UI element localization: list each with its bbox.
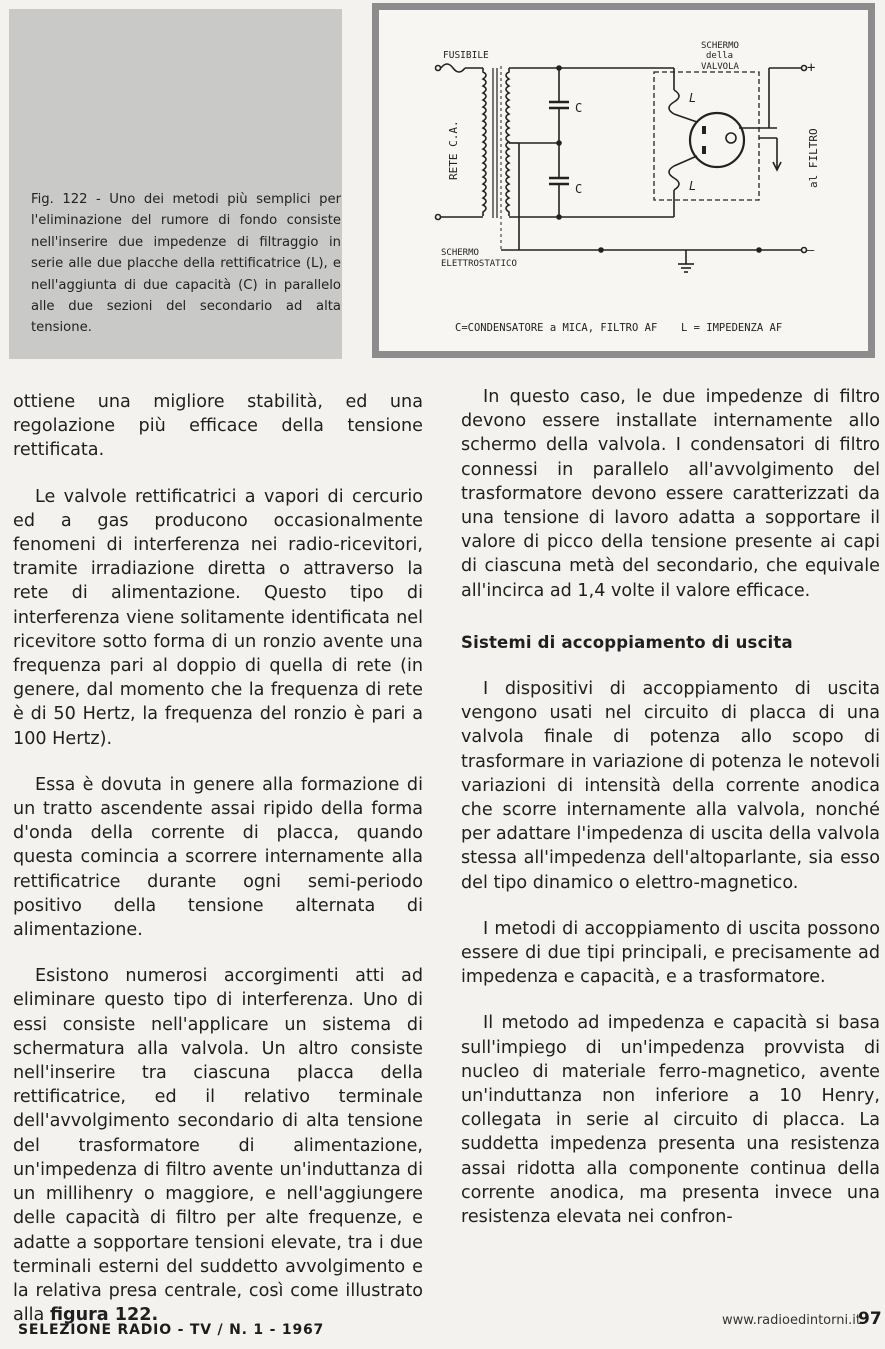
es-shield-label-1: SCHERMO — [441, 248, 479, 258]
figure-caption: Fig. 122 - Uno dei metodi più semplici per l'eliminazione del rumore di fondo consiste nell'inserire due impedenze di filtraggio in serie alle due placche della rettificatrice (L), e nell'aggiunta di due capacità (C) in parallelo alle due sezioni del secondario ad alta tensione. — [31, 192, 341, 336]
inductor-label-bottom: L — [689, 179, 697, 193]
secondary-winding — [506, 68, 509, 216]
fuse-label: FUSIBILE — [443, 50, 489, 61]
shield-label-3: VALVOLA — [701, 62, 739, 72]
right-paragraph-3: I metodi di accoppiamento di uscita possono essere di due tipi principali, e precisamente ad impedenza e capacità, e a trasformatore. — [461, 918, 880, 988]
shield-label-1: SCHERMO — [701, 41, 739, 51]
figure-reference: figura 122. — [49, 1305, 159, 1326]
primary-winding — [483, 68, 486, 216]
inductor-label-top: L — [689, 91, 697, 105]
left-paragraph-1: ottiene una migliore stabilità, ed una regolazione più efficace della tensione rettificata. — [13, 392, 423, 461]
right-column — [461, 385, 880, 1251]
page-number: 97 — [858, 1309, 882, 1329]
left-column — [13, 390, 423, 1349]
right-paragraph-4: Il metodo ad impedenza e capacità si basa sull'impiego di un'impedenza provvista di nucleo di materiale ferro-magnetico, avente un'induttanza non inferiore a 10 Henry, collegata in serie al circuito di placca. La suddetta impedenza presenta una resistenza assai ridotta alla componente continua della corrente anodica, ma presenta invece una resistenza elevata nei confron- — [461, 1013, 880, 1228]
caption-panel — [9, 9, 342, 359]
input-terminal-bottom — [436, 215, 441, 220]
input-terminal-top — [436, 66, 441, 71]
fuse-symbol — [441, 64, 465, 72]
legend-inductor: L = IMPEDENZA AF — [681, 322, 783, 334]
legend-capacitor: C=CONDENSATORE a MICA, FILTRO AF — [455, 322, 658, 334]
cap-label-top: C — [575, 101, 583, 115]
right-paragraph-1: In questo caso, le due impedenze di filtro devono essere installate internamente allo schermo della valvola. I condensatori di filtro connessi in parallelo all'avvolgimento del trasformatore devono essere caratterizzati da una tensione di lavoro adatta a sopportare il valore di picco della tensione presente ai capi di ciascuna metà del secondario, che equivale all'incirca ad 1,4 volte il valore efficace. — [461, 387, 880, 601]
minus-sign: — — [807, 243, 815, 257]
cap-label-bottom: C — [575, 182, 583, 196]
left-paragraph-3: Essa è dovuta in genere alla formazione di un tratto ascendente assai ripido della forma d'onda della corrente di placca, quando questa comincia a scorrere internamente alla rettificatrice durante ogni semi-periodo positivo della tensione alternata di alimentazione. — [13, 774, 423, 941]
left-paragraph-2: Le valvole rettificatrici a vapori di cercurio ed a gas producono occasionalmente fenomeni di interferenza nei radio-ricevitori, tramite irradiazione diretta o attraverso la rete di alimentazione. Questo tipo di interferenza viene solitamente identificata nel ricevitore sotto forma di un ronzio avente una frequenza pari al doppio di quella di rete (in genere, dal momento che la frequenza di rete è di 50 Hertz, la frequenza del ronzio è pari a 100 Hertz). — [13, 486, 423, 749]
circuit-diagram — [379, 10, 868, 351]
left-paragraph-4 — [13, 964, 423, 1327]
inductor-bottom — [669, 166, 679, 190]
journal-footer: SELEZIONE RADIO - TV / N. 1 - 1967 — [18, 1322, 325, 1338]
watermark-url: www.radioedintorni.it — [722, 1313, 861, 1328]
section-heading: Sistemi di accoppiamento di uscita — [461, 632, 793, 652]
inductor-top — [669, 90, 679, 114]
filter-label: al FILTRO — [807, 128, 820, 188]
shield-label-2: della — [706, 51, 734, 61]
plus-sign: + — [807, 60, 816, 76]
es-shield-label-2: ELETTROSTATICO — [441, 259, 517, 269]
right-paragraph-2: I dispositivi di accoppiamento di uscita vengono usati nel circuito di placca di una valvola finale di potenza allo scopo di trasformare in variazione di potenza le notevoli variazioni di intensità della corrente anodica che scorre internamente alla valvola, nonché per adattare l'impedenza di uscita della valvola stessa all'impedenza dell'altoparlante, sia esso del tipo dinamico o elettro-magnetico. — [461, 679, 880, 893]
circuit-figure — [372, 3, 875, 358]
mains-label: RETE C.A. — [447, 120, 460, 180]
left-paragraph-4-text: Esistono numerosi accorgimenti atti ad eliminare questo tipo di interferenza. Uno di essi consiste nell'applicare un sistema di schermatura alla valvola. Un altro consiste nell'inserire tra ciascuna placca della rettificatrice, ed il relativo terminale dell'avvolgimento secondario di alta tensione del trasformatore di alimentazione, un'impedenza di filtro avente un'induttanza di un millihenry o maggiore, e nell'aggiungere delle capacità di filtro per alte frequenze, e adatte a sopportare tensioni elevate, tra i due terminali esterni del suddetto avvolgimento e la relativa presa centrale, così come illustrato alla — [13, 966, 423, 1326]
